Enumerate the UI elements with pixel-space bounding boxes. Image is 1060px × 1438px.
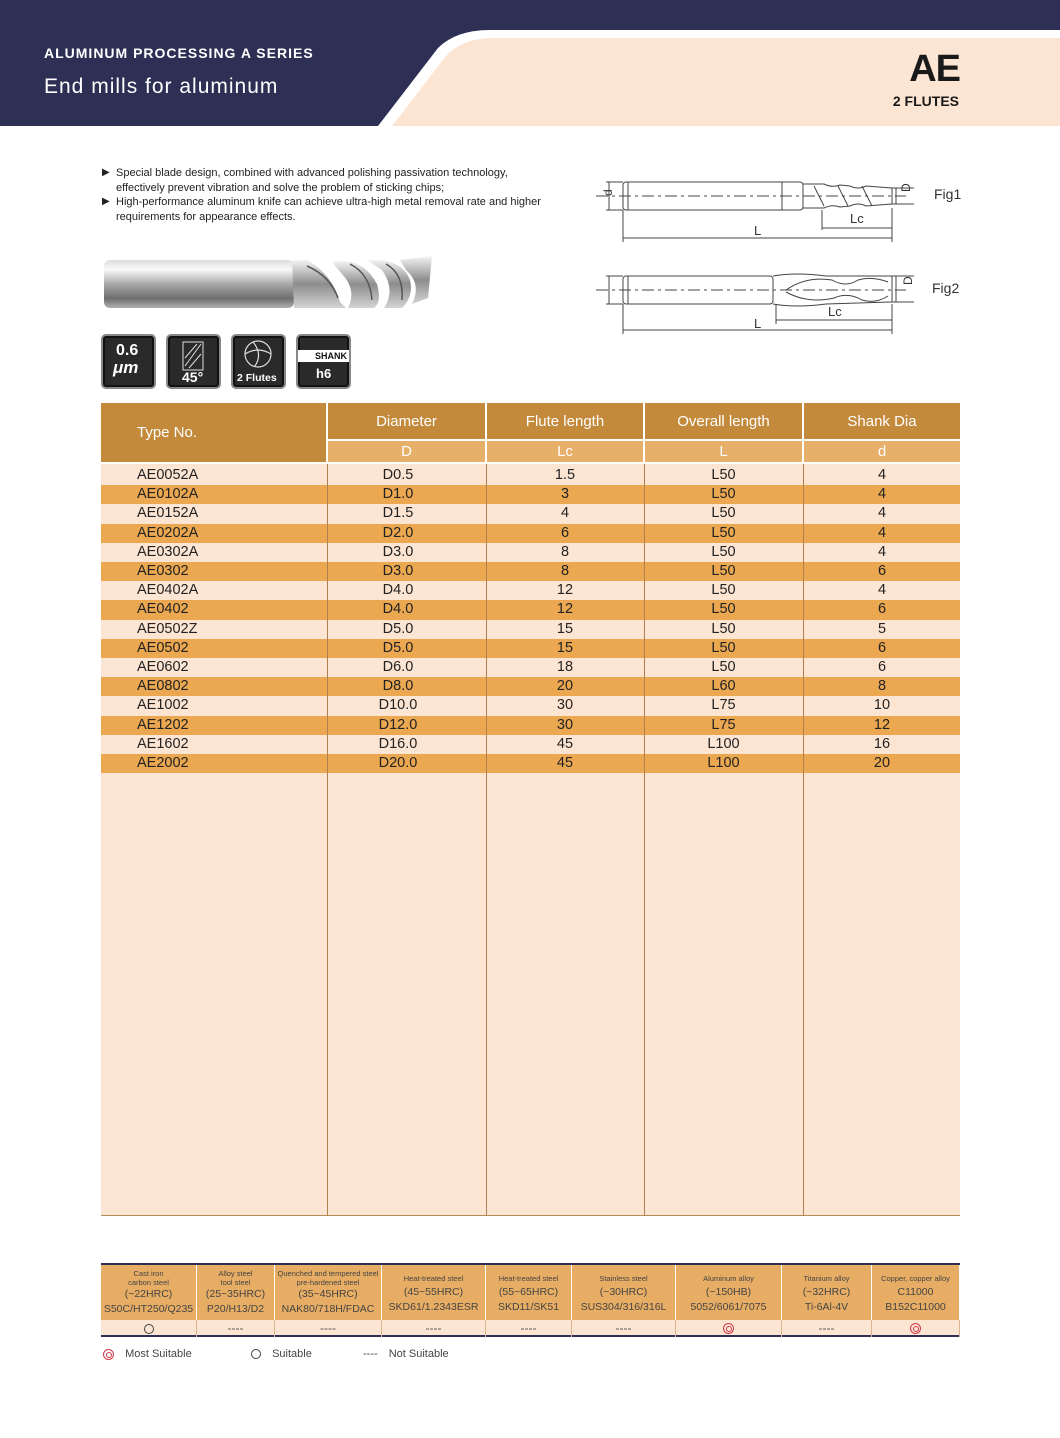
legend-not — [363, 1348, 449, 1360]
helix-angle-icon — [166, 334, 221, 389]
material-grades: SKD11/SK51 — [497, 1301, 560, 1313]
flute-length-cell: 30 — [556, 697, 574, 714]
flute-length-cell: 20 — [556, 678, 574, 695]
overall-length-header: Overall length — [645, 403, 802, 439]
feature-item — [102, 195, 542, 224]
flute-length-cell: 12 — [556, 601, 574, 618]
flute-length-cell: 6 — [560, 524, 570, 541]
overall-length-cell: L50 — [711, 467, 736, 483]
overall-length-symbol: L — [645, 441, 802, 462]
figure-1-d-label: d — [601, 189, 615, 196]
feature-text: Special blade design, combined with advanced polishing passivation technology, effectively prevent vibration and solve the problem of sticking chips; — [116, 167, 508, 194]
material-name: Copper, copper alloy — [881, 1274, 950, 1283]
table-row — [101, 639, 960, 658]
not-suitable-mark: ---- — [363, 1348, 378, 1360]
legend-suitable-label: Suitable — [272, 1348, 312, 1360]
bullet-arrow-icon: ▶ — [102, 167, 110, 178]
most-suitable-icon — [103, 1349, 114, 1360]
material-name: Aluminum alloy — [703, 1274, 754, 1283]
material-grades: 5052/6061/7075 — [690, 1301, 767, 1313]
overall-length-cell: L50 — [711, 543, 736, 560]
dimension-figures — [596, 168, 976, 340]
material-grades: SKD61/1.2343ESR — [388, 1301, 479, 1313]
material-hardness: (~22HRC) — [124, 1288, 173, 1300]
diameter-cell: D5.0 — [382, 639, 414, 656]
type-no-cell: AE0802 — [137, 678, 189, 695]
material-name: Quenched and tempered steel — [277, 1269, 379, 1278]
flute-length-symbol: Lc — [487, 441, 643, 462]
material-header-cell — [382, 1265, 486, 1322]
most-suitable-icon — [723, 1323, 734, 1334]
material-subname: pre-hardened steel — [296, 1278, 360, 1287]
legend-not-label: Not Suitable — [388, 1348, 449, 1360]
shank-value: h6 — [316, 366, 332, 381]
material-name: Heat-treated steel — [498, 1274, 559, 1283]
legend-most-label: Most Suitable — [125, 1348, 192, 1360]
diameter-cell: D1.0 — [382, 486, 414, 503]
material-header-cell — [101, 1265, 197, 1322]
roughness-icon — [101, 334, 156, 389]
material-hardness: (45~55HRC) — [403, 1286, 464, 1298]
roughness-unit: μm — [113, 358, 139, 377]
material-hardness: (35~45HRC) — [298, 1288, 358, 1300]
material-header-cell — [197, 1265, 275, 1322]
flute-length-cell: 1.5 — [554, 467, 576, 483]
flutes-icon — [231, 334, 286, 389]
shank-dia-cell: 12 — [873, 716, 891, 733]
helix-value: 45° — [182, 369, 204, 385]
material-grades: B152C11000 — [885, 1301, 946, 1313]
shank-dia-cell: 6 — [877, 639, 887, 656]
material-grades: SUS304/316/316L — [580, 1301, 667, 1313]
table-row — [101, 716, 960, 735]
material-name: Heat-treated steel — [403, 1274, 464, 1283]
column-divider — [327, 464, 328, 1216]
product-code: AE — [909, 48, 960, 90]
table-row — [101, 600, 960, 619]
shank-dia-cell: 4 — [877, 524, 887, 541]
specification-table — [101, 403, 960, 1216]
overall-length-cell: L100 — [707, 755, 740, 771]
page-title: End mills for aluminum — [44, 75, 279, 98]
type-no-cell: AE0052A — [137, 467, 199, 483]
overall-length-cell: L50 — [711, 601, 736, 618]
diameter-cell: D0.5 — [382, 467, 414, 483]
material-subname: tool steel — [220, 1278, 251, 1287]
column-divider — [644, 464, 645, 1216]
diameter-cell: D3.0 — [382, 563, 414, 579]
suitable-icon — [251, 1349, 261, 1359]
material-hardness: (25~35HRC) — [205, 1288, 266, 1300]
table-row — [101, 562, 960, 581]
overall-length-cell: L50 — [711, 659, 736, 675]
flute-length-header: Flute length — [487, 403, 643, 439]
material-name: Titanium alloy — [803, 1274, 850, 1283]
type-no-cell: AE1202 — [137, 716, 189, 733]
not-suitable-mark: ---- — [520, 1321, 537, 1335]
flute-length-cell: 3 — [560, 486, 570, 503]
material-header-cell — [782, 1265, 872, 1322]
flute-length-cell: 15 — [556, 639, 574, 656]
shank-label: SHANK — [298, 350, 349, 362]
legend-suitable — [251, 1348, 312, 1360]
table-row — [101, 581, 960, 600]
overall-length-cell: L50 — [711, 582, 736, 599]
not-suitable-mark: ---- — [227, 1321, 244, 1335]
material-rating-cell — [197, 1320, 275, 1337]
diameter-cell: D10.0 — [378, 697, 418, 714]
flute-length-cell: 4 — [560, 505, 570, 522]
diameter-cell: D6.0 — [382, 659, 414, 675]
most-suitable-icon — [910, 1323, 921, 1334]
overall-length-cell: L100 — [707, 735, 740, 752]
overall-length-cell: L60 — [711, 678, 736, 695]
figure-2-label: Fig2 — [932, 280, 960, 296]
table-row — [101, 754, 960, 773]
shank-dia-cell: 8 — [877, 678, 887, 695]
bullet-arrow-icon: ▶ — [102, 196, 110, 207]
not-suitable-mark: ---- — [818, 1321, 835, 1335]
type-no-cell: AE0502Z — [137, 620, 198, 637]
material-hardness: (55~65HRC) — [498, 1286, 559, 1298]
material-rating-row — [101, 1320, 960, 1337]
flute-count: 2 FLUTES — [892, 93, 959, 109]
shank-dia-cell: 20 — [873, 755, 891, 771]
shank-dia-header: Shank Dia — [804, 403, 960, 439]
material-name: Cast iron — [133, 1269, 164, 1278]
type-no-header: Type No. — [101, 403, 326, 462]
type-no-cell: AE0302A — [137, 543, 199, 560]
figure-1-label: Fig1 — [934, 186, 962, 202]
material-rating-cell — [101, 1320, 197, 1337]
flute-length-cell: 18 — [556, 659, 574, 675]
not-suitable-mark: ---- — [425, 1321, 442, 1335]
material-suitability-table — [101, 1263, 960, 1337]
table-row — [101, 466, 960, 485]
diameter-cell: D5.0 — [382, 620, 414, 637]
material-header-cell — [275, 1265, 382, 1322]
overall-length-cell: L50 — [711, 620, 736, 637]
material-name: Alloy steel — [218, 1269, 253, 1278]
shank-dia-cell: 6 — [877, 563, 887, 579]
shank-dia-cell: 6 — [877, 659, 887, 675]
legend-most — [103, 1348, 192, 1360]
diameter-cell: D1.5 — [382, 505, 414, 522]
overall-length-cell: L75 — [711, 697, 736, 714]
shank-dia-symbol: d — [804, 441, 960, 462]
shank-dia-cell: 5 — [877, 620, 887, 637]
diameter-cell: D2.0 — [382, 524, 414, 541]
shank-dia-cell: 4 — [877, 505, 887, 522]
feature-item — [102, 166, 542, 195]
column-divider — [486, 464, 487, 1216]
shank-dia-cell: 4 — [877, 543, 887, 560]
diameter-cell: D4.0 — [382, 601, 414, 618]
type-no-cell: AE0302 — [137, 563, 189, 579]
flute-length-cell: 45 — [556, 735, 574, 752]
table-row — [101, 658, 960, 677]
material-grades: S50C/HT250/Q235 — [103, 1303, 194, 1315]
shank-dia-cell: 4 — [877, 467, 887, 483]
diameter-cell: D8.0 — [382, 678, 414, 695]
type-no-cell: AE2002 — [137, 755, 189, 771]
table-row — [101, 504, 960, 523]
overall-length-cell: L50 — [711, 486, 736, 503]
figure-1-D-label: D — [899, 183, 913, 192]
shank-dia-cell: 10 — [873, 697, 891, 714]
shank-dia-cell: 16 — [873, 735, 891, 752]
material-header-cell — [572, 1265, 676, 1322]
shank-dia-cell: 4 — [877, 582, 887, 599]
flute-length-cell: 12 — [556, 582, 574, 599]
type-no-cell: AE0502 — [137, 639, 189, 656]
table-row — [101, 485, 960, 504]
type-no-cell: AE0402 — [137, 601, 189, 618]
overall-length-cell: L75 — [711, 716, 736, 733]
figure-2-Lc-label: Lc — [828, 304, 842, 319]
shank-dia-cell: 6 — [877, 601, 887, 618]
shank-dia-cell: 4 — [877, 486, 887, 503]
table-row — [101, 543, 960, 562]
type-no-cell: AE0152A — [137, 505, 199, 522]
material-rating-cell — [275, 1320, 382, 1337]
material-grades: Ti-6Al-4V — [804, 1301, 849, 1313]
flute-length-cell: 8 — [560, 563, 570, 579]
column-divider — [803, 464, 804, 1216]
overall-length-cell: L50 — [711, 563, 736, 579]
series-title: ALUMINUM PROCESSING A SERIES — [44, 45, 314, 61]
feature-list — [102, 166, 542, 224]
material-hardness: C11000 — [897, 1286, 934, 1298]
type-no-cell: AE1002 — [137, 697, 189, 714]
table-row — [101, 524, 960, 543]
overall-length-cell: L50 — [711, 524, 736, 541]
material-hardness: (~30HRC) — [599, 1286, 648, 1298]
material-subname: carbon steel — [128, 1278, 169, 1287]
diameter-symbol: D — [328, 441, 485, 462]
feature-text: High-performance aluminum knife can achieve ultra-high metal removal rate and higher requirements for appearance effects. — [116, 196, 541, 223]
flute-length-cell: 30 — [556, 716, 574, 733]
type-no-cell: AE0202A — [137, 524, 199, 541]
diameter-cell: D20.0 — [378, 755, 418, 771]
flutes-value: 2 Flutes — [237, 372, 277, 384]
material-header-row — [101, 1263, 960, 1320]
table-row — [101, 735, 960, 754]
diameter-cell: D12.0 — [378, 716, 418, 733]
table-row — [101, 677, 960, 696]
flute-length-cell: 15 — [556, 620, 574, 637]
material-rating-cell — [782, 1320, 872, 1337]
not-suitable-mark: ---- — [320, 1321, 336, 1335]
roughness-value: 0.6 — [116, 342, 139, 359]
type-no-cell: AE1602 — [137, 735, 189, 752]
diameter-cell: D4.0 — [382, 582, 414, 599]
material-grades: NAK80/718H/FDAC — [281, 1303, 375, 1315]
diameter-header: Diameter — [328, 403, 485, 439]
type-no-cell: AE0602 — [137, 659, 189, 675]
figure-1-L-label: L — [754, 223, 762, 238]
material-grades: P20/H13/D2 — [206, 1303, 265, 1315]
type-no-cell: AE0102A — [137, 486, 199, 503]
figure-2-D-label: D — [901, 276, 915, 285]
material-hardness: (~32HRC) — [802, 1286, 851, 1298]
figure-2-L-label: L — [754, 316, 762, 331]
flute-length-cell: 45 — [556, 755, 574, 771]
material-rating-cell — [486, 1320, 572, 1337]
flute-length-cell: 8 — [560, 543, 570, 560]
shank-tolerance-icon — [296, 334, 351, 389]
table-row — [101, 620, 960, 639]
overall-length-cell: L50 — [711, 639, 736, 656]
material-rating-cell — [872, 1320, 960, 1337]
table-row — [101, 696, 960, 715]
material-name: Stainless steel — [599, 1274, 648, 1283]
material-rating-cell — [382, 1320, 486, 1337]
spec-icons — [101, 334, 351, 389]
not-suitable-mark: ---- — [615, 1321, 632, 1335]
material-header-cell — [486, 1265, 572, 1322]
type-no-cell: AE0402A — [137, 582, 199, 599]
diameter-cell: D3.0 — [382, 543, 414, 560]
figure-1-Lc-label: Lc — [850, 211, 864, 226]
material-rating-cell — [572, 1320, 676, 1337]
material-header-cell — [676, 1265, 782, 1322]
suitable-icon — [144, 1324, 154, 1334]
material-rating-cell — [676, 1320, 782, 1337]
diameter-cell: D16.0 — [378, 735, 418, 752]
material-header-cell — [872, 1265, 960, 1322]
overall-length-cell: L50 — [711, 505, 736, 522]
material-hardness: (~150HB) — [705, 1286, 752, 1298]
end-mill-photo — [102, 254, 437, 316]
